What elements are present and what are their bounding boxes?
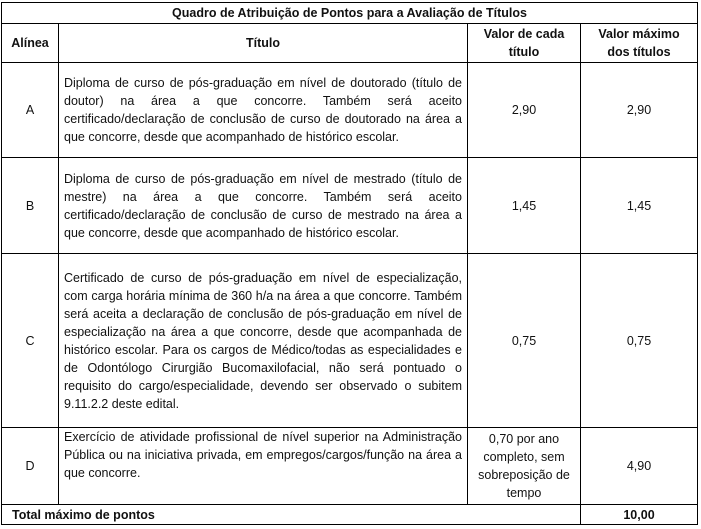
header-titulo: Título	[59, 24, 468, 63]
header-valor: Valor de cada título	[468, 24, 581, 63]
row-alinea: B	[2, 158, 59, 254]
header-row	[2, 24, 698, 63]
table-row	[2, 428, 698, 505]
row-maximo: 1,45	[581, 158, 698, 254]
row-titulo: Diploma de curso de pós-graduação em nível de doutorado (título de doutor) na área a que concorre. Também será aceito certificado/declaração de conclusão de curso de doutorado na área a que concorre, desde que acompanhado de histórico escolar.	[59, 63, 468, 158]
row-valor: 0,70 por ano completo, sem sobreposição de tempo	[468, 428, 581, 505]
row-valor: 0,75	[468, 254, 581, 428]
row-valor: 1,45	[468, 158, 581, 254]
header-alinea: Alínea	[2, 24, 59, 63]
row-titulo: Diploma de curso de pós-graduação em nível de mestrado (título de mestre) na área a que concorre. Também será aceito certificado/declaração de conclusão de curso de mestrado na área a que concorre, desde que acompanhado de histórico escolar.	[59, 158, 468, 254]
table-row	[2, 158, 698, 254]
row-valor: 2,90	[468, 63, 581, 158]
row-maximo: 4,90	[581, 428, 698, 505]
total-label: Total máximo de pontos	[2, 505, 581, 525]
row-alinea: A	[2, 63, 59, 158]
row-alinea: D	[2, 428, 59, 505]
row-alinea: C	[2, 254, 59, 428]
total-row	[2, 505, 698, 525]
row-titulo: Certificado de curso de pós-graduação em nível de especialização, com carga horária mínima de 360 h/a na área a que concorre. Também será aceita a declaração de conclusão de pós-graduação em nível de especialização na área a que concorre, desde que acompanhada de histórico escolar. Para os cargos de Médico/todas as especialidades e de Odontólogo Cirurgião Bucomaxilofacial, não será pontuado o requisito do cargo/especialidade, devendo ser observado o subitem 9.11.2.2 deste edital.	[59, 254, 468, 428]
total-value: 10,00	[581, 505, 698, 525]
row-titulo: Exercício de atividade profissional de nível superior na Administração Pública ou na iniciativa privada, em empregos/cargos/função na área a que concorre.	[59, 428, 468, 505]
points-table	[1, 2, 698, 525]
header-maximo: Valor máximo dos títulos	[581, 24, 698, 63]
table-caption-row	[2, 3, 698, 24]
row-maximo: 0,75	[581, 254, 698, 428]
table-row	[2, 254, 698, 428]
row-maximo: 2,90	[581, 63, 698, 158]
table-caption: Quadro de Atribuição de Pontos para a Avaliação de Títulos	[2, 3, 698, 24]
table-row	[2, 63, 698, 158]
